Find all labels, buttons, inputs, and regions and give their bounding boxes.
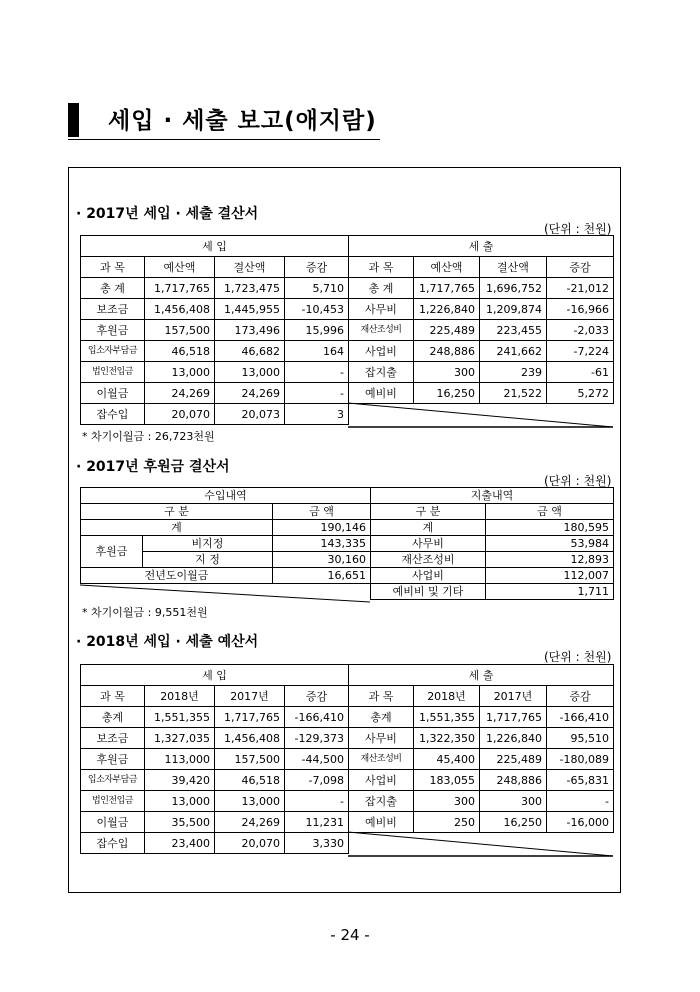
col-header: 2018년	[145, 686, 215, 707]
value-2017: 46,518	[215, 770, 285, 791]
change-value: 5,710	[285, 278, 349, 299]
change-value: 3	[285, 404, 349, 425]
change-value: -	[285, 383, 349, 404]
item-name: 재산조성비	[349, 749, 414, 770]
section-heading-2018-budget: · 2018년 세입 · 세출 예산서	[76, 634, 259, 650]
budget-value: 300	[414, 362, 480, 383]
budget-2018-table	[80, 664, 614, 854]
change-value: -	[285, 362, 349, 383]
budget-value: 1,226,840	[414, 299, 480, 320]
amount-value: 53,984	[486, 536, 614, 552]
table-row	[81, 536, 614, 552]
col-header: 2018년	[414, 686, 480, 707]
change-value: -7,098	[285, 770, 349, 791]
settled-value: 20,073	[215, 404, 285, 425]
unit-label: (단위 : 천원)	[544, 650, 612, 664]
change-value: -10,453	[285, 299, 349, 320]
item-name: 보조금	[81, 299, 145, 320]
value-2018: 183,055	[414, 770, 480, 791]
budget-value: 1,456,408	[145, 299, 215, 320]
table-row	[81, 383, 614, 404]
table-row	[81, 812, 614, 833]
settled-value: 24,269	[215, 383, 285, 404]
value-2018: 1,551,355	[414, 707, 480, 728]
table-row	[81, 320, 614, 341]
table-row	[81, 362, 614, 383]
table-row	[81, 568, 614, 584]
budget-value: 20,070	[145, 404, 215, 425]
col-header: 예산액	[145, 257, 215, 278]
expense-header: 지출내역	[371, 488, 614, 504]
item-name: 사무비	[371, 536, 486, 552]
income-header: 세 입	[81, 236, 349, 257]
expense-header: 세 출	[349, 665, 614, 686]
page-number: - 24 -	[330, 926, 370, 944]
settled-value: 173,496	[215, 320, 285, 341]
change-value: -129,373	[285, 728, 349, 749]
amount-value: 1,711	[486, 584, 614, 600]
settled-value: 1,445,955	[215, 299, 285, 320]
value-2017: 157,500	[215, 749, 285, 770]
table-row	[81, 552, 614, 568]
change-value: 5,272	[547, 383, 614, 404]
item-name: 재산조성비	[349, 320, 414, 341]
title-bar-decoration	[68, 103, 79, 137]
value-2017: 248,886	[480, 770, 547, 791]
empty-cell-slash	[80, 585, 370, 603]
amount-value: 143,335	[273, 536, 371, 552]
change-value: 164	[285, 341, 349, 362]
item-name: 사업비	[349, 770, 414, 791]
col-header: 증감	[285, 686, 349, 707]
table-row	[81, 299, 614, 320]
item-name: 예비비	[349, 383, 414, 404]
total-income-value: 190,146	[273, 520, 371, 536]
value-2018: 250	[414, 812, 480, 833]
col-header: 증감	[547, 686, 614, 707]
settled-value: 21,522	[480, 383, 547, 404]
unit-label: (단위 : 천원)	[544, 222, 612, 236]
value-2017: 13,000	[215, 791, 285, 812]
item-name: 총 계	[349, 278, 414, 299]
item-name: 잡수입	[81, 404, 145, 425]
empty-cell-slash	[348, 403, 613, 427]
item-name: 지 정	[143, 552, 273, 568]
group-label: 후원금	[81, 536, 143, 568]
change-value: -65,831	[547, 770, 614, 791]
settled-value: 223,455	[480, 320, 547, 341]
income-header: 수입내역	[81, 488, 371, 504]
item-name: 사업비	[349, 341, 414, 362]
change-value: -16,966	[547, 299, 614, 320]
item-name: 이월금	[81, 383, 145, 404]
value-2018: 1,551,355	[145, 707, 215, 728]
budget-value: 1,717,765	[414, 278, 480, 299]
change-value: -44,500	[285, 749, 349, 770]
value-2017: 24,269	[215, 812, 285, 833]
item-name: 총계	[81, 707, 145, 728]
settled-value: 241,662	[480, 341, 547, 362]
item-name: 총계	[349, 707, 414, 728]
budget-value: 1,717,765	[145, 278, 215, 299]
table-row	[81, 341, 614, 362]
col-header: 과 목	[349, 686, 414, 707]
change-value: 11,231	[285, 812, 349, 833]
col-header: 증감	[547, 257, 614, 278]
col-header: 금 액	[486, 504, 614, 520]
budget-value: 157,500	[145, 320, 215, 341]
page-title-block	[68, 100, 380, 140]
change-value: -21,012	[547, 278, 614, 299]
item-name: 사업비	[371, 568, 486, 584]
budget-value: 24,269	[145, 383, 215, 404]
col-header: 2017년	[215, 686, 285, 707]
section-heading-2017-donation-settlement: · 2017년 후원금 결산서	[76, 459, 230, 475]
change-value: -166,410	[285, 707, 349, 728]
settled-value: 1,696,752	[480, 278, 547, 299]
change-value: -180,089	[547, 749, 614, 770]
col-header: 과 목	[81, 686, 145, 707]
table-row	[81, 728, 614, 749]
change-value: -7,224	[547, 341, 614, 362]
total-label: 계	[81, 520, 273, 536]
expense-header: 세 출	[349, 236, 614, 257]
table-row	[81, 749, 614, 770]
change-value: -	[285, 791, 349, 812]
item-name: 재산조성비	[371, 552, 486, 568]
table-row	[81, 791, 614, 812]
value-2018: 45,400	[414, 749, 480, 770]
page-title: 세입 · 세출 보고(애지람)	[108, 108, 377, 134]
value-2017: 20,070	[215, 833, 285, 854]
table-row	[81, 707, 614, 728]
value-2018: 23,400	[145, 833, 215, 854]
amount-value: 16,651	[273, 568, 371, 584]
col-header: 금 액	[273, 504, 371, 520]
change-value: -166,410	[547, 707, 614, 728]
change-value: -2,033	[547, 320, 614, 341]
value-2018: 113,000	[145, 749, 215, 770]
section-heading-2017-budget-settlement: · 2017년 세입 · 세출 결산서	[76, 206, 259, 222]
donation-settlement-table	[80, 487, 614, 600]
col-header: 과 목	[349, 257, 414, 278]
item-name: 입소자부담금	[81, 341, 145, 362]
item-name: 후원금	[81, 320, 145, 341]
amount-value: 30,160	[273, 552, 371, 568]
col-header: 결산액	[480, 257, 547, 278]
change-value: -61	[547, 362, 614, 383]
col-header: 구 분	[81, 504, 273, 520]
value-2017: 16,250	[480, 812, 547, 833]
settlement-2017-table	[80, 235, 614, 425]
item-name: 잡지출	[349, 791, 414, 812]
item-name: 사무비	[349, 299, 414, 320]
settled-value: 1,209,874	[480, 299, 547, 320]
item-name: 전년도이월금	[81, 568, 273, 584]
total-expense-value: 180,595	[486, 520, 614, 536]
budget-value: 13,000	[145, 362, 215, 383]
value-2017: 1,456,408	[215, 728, 285, 749]
item-name: 예비비	[349, 812, 414, 833]
value-2018: 39,420	[145, 770, 215, 791]
budget-value: 225,489	[414, 320, 480, 341]
budget-value: 16,250	[414, 383, 480, 404]
item-name: 입소자부담금	[81, 770, 145, 791]
col-header: 결산액	[215, 257, 285, 278]
item-name: 비지정	[143, 536, 273, 552]
value-2018: 1,322,350	[414, 728, 480, 749]
empty-cell-slash	[348, 832, 613, 856]
value-2017: 300	[480, 791, 547, 812]
col-header: 과 목	[81, 257, 145, 278]
table-row	[81, 770, 614, 791]
settled-value: 239	[480, 362, 547, 383]
value-2017: 1,226,840	[480, 728, 547, 749]
change-value: -16,000	[547, 812, 614, 833]
change-value: 95,510	[547, 728, 614, 749]
table-row	[81, 278, 614, 299]
unit-label: (단위 : 천원)	[544, 474, 612, 488]
value-2018: 13,000	[145, 791, 215, 812]
title-underline	[68, 139, 380, 141]
item-name: 잡지출	[349, 362, 414, 383]
amount-value: 112,007	[486, 568, 614, 584]
item-name: 예비비 및 기타	[371, 584, 486, 600]
value-2018: 35,500	[145, 812, 215, 833]
budget-value: 46,518	[145, 341, 215, 362]
item-name: 이월금	[81, 812, 145, 833]
col-header: 구 분	[371, 504, 486, 520]
item-name: 사무비	[349, 728, 414, 749]
carryover-note: * 차기이월금 : 9,551천원	[82, 606, 208, 619]
change-value: 15,996	[285, 320, 349, 341]
item-name: 법인전입금	[81, 362, 145, 383]
total-label: 계	[371, 520, 486, 536]
item-name: 법인전입금	[81, 791, 145, 812]
col-header: 2017년	[480, 686, 547, 707]
col-header: 예산액	[414, 257, 480, 278]
col-header: 증감	[285, 257, 349, 278]
settled-value: 1,723,475	[215, 278, 285, 299]
table-row	[81, 520, 614, 536]
item-name: 후원금	[81, 749, 145, 770]
item-name: 총 계	[81, 278, 145, 299]
income-header: 세 입	[81, 665, 349, 686]
item-name: 보조금	[81, 728, 145, 749]
value-2017: 1,717,765	[215, 707, 285, 728]
settled-value: 13,000	[215, 362, 285, 383]
value-2017: 225,489	[480, 749, 547, 770]
item-name: 잡수입	[81, 833, 145, 854]
budget-value: 248,886	[414, 341, 480, 362]
value-2018: 300	[414, 791, 480, 812]
amount-value: 12,893	[486, 552, 614, 568]
value-2018: 1,327,035	[145, 728, 215, 749]
value-2017: 1,717,765	[480, 707, 547, 728]
change-value: -	[547, 791, 614, 812]
change-value: 3,330	[285, 833, 349, 854]
carryover-note: * 차기이월금 : 26,723천원	[82, 430, 215, 443]
settled-value: 46,682	[215, 341, 285, 362]
